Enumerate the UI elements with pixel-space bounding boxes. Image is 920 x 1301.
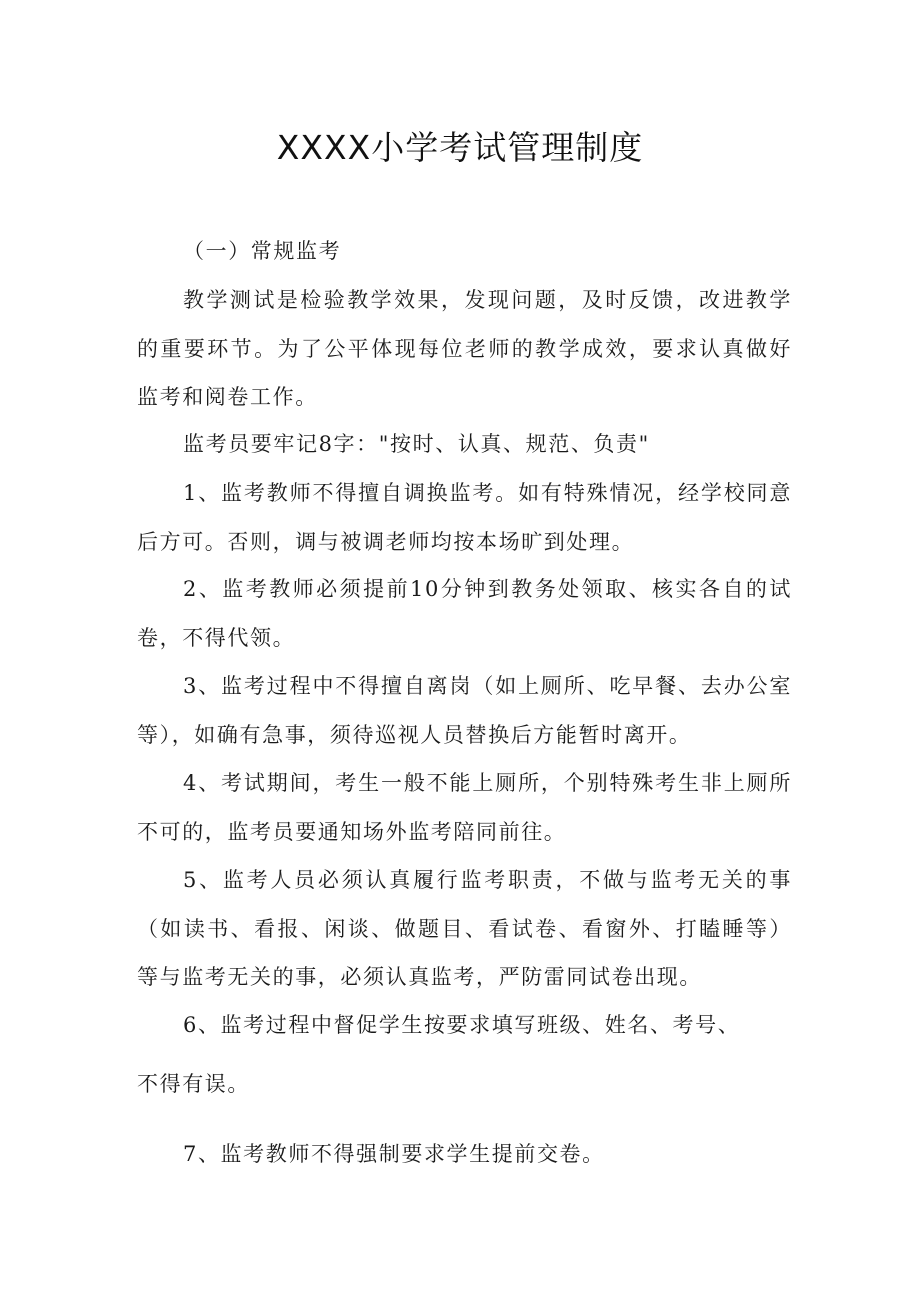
- section-heading: （一）常规监考: [183, 239, 342, 263]
- paragraph-intro: 教学测试是检验教学效果，发现问题，及时反馈，改进教学的重要环节。为了公平体现每位老师的教学成效，要求认真做好监考和阅卷工作。: [137, 288, 792, 409]
- paragraph-rule-2: 2、监考教师必须提前10分钟到教务处领取、核实各自的试卷，不得代领。: [137, 577, 792, 650]
- paragraph-rule-6: 6、监考过程中督促学生按要求填写班级、姓名、考号、: [183, 1013, 741, 1037]
- paragraph-rule-3: 3、监考过程中不得擅自离岗（如上厕所、吃早餐、去办公室等），如确有急事，须待巡视人员替换后方能暂时离开。: [137, 674, 792, 747]
- paragraph-rule-4: 4、考试期间，考生一般不能上厕所，个别特殊考生非上厕所不可的，监考员要通知场外监考陪同前往。: [137, 771, 792, 844]
- paragraph-motto: 监考员要牢记8字："按时、认真、规范、负责": [183, 432, 650, 456]
- paragraph-rule-6-continued: 不得有误。: [137, 1072, 250, 1096]
- paragraph-rule-5: 5、监考人员必须认真履行监考职责，不做与监考无关的事（如读书、看报、闲谈、做题目、看试卷、看窗外、打瞌睡等）等与监考无关的事，必须认真监考，严防雷同试卷出现。: [137, 868, 792, 989]
- document-title: XXXX小学考试管理制度: [276, 128, 644, 167]
- paragraph-rule-7: 7、监考教师不得强制要求学生提前交卷。: [183, 1142, 605, 1166]
- paragraph-rule-1: 1、监考教师不得擅自调换监考。如有特殊情况，经学校同意后方可。否则，调与被调老师均按本场旷到处理。: [137, 481, 792, 554]
